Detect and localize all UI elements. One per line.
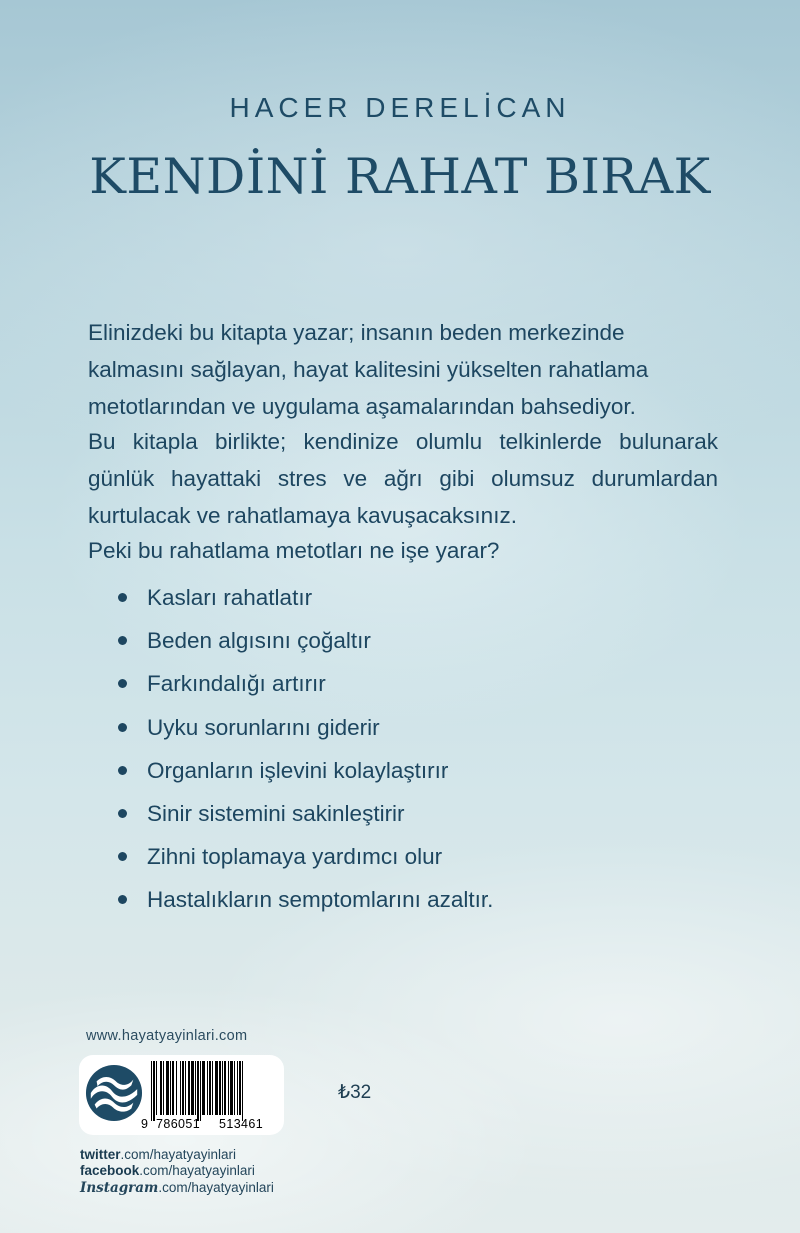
- barcode-bar: [188, 1061, 190, 1115]
- barcode-bar: [215, 1061, 218, 1115]
- question-line: Peki bu rahatlama metotları ne işe yarar?: [88, 538, 500, 563]
- barcode-bar: [219, 1061, 221, 1115]
- barcode-bar: [151, 1061, 152, 1121]
- social-path: .com/hayatyayinlari: [120, 1147, 237, 1162]
- social-instagram[interactable]: [80, 1180, 274, 1196]
- barcode-bar: [156, 1061, 157, 1115]
- list-item: [118, 878, 493, 921]
- barcode-bar: [242, 1061, 243, 1121]
- list-item: [118, 835, 493, 878]
- social-path: .com/hayatyayinlari: [139, 1163, 255, 1178]
- barcode-bar: [224, 1061, 226, 1115]
- bullet-icon: [118, 852, 127, 861]
- description-paragraph-2: Bu kitapla birlikte; kendinize olumlu telkinlerde bulunarak günlük hayattaki stres ve ağrı gibi olumsuz durumlardan kurtulacak ve rahatlamaya kavuşacaksınız.: [88, 429, 718, 528]
- list-item-text: Sinir sistemini sakinleştirir: [147, 800, 405, 826]
- barcode-bar: [160, 1061, 162, 1115]
- list-item-text: Beden algısını çoğaltır: [147, 628, 371, 654]
- barcode-bar: [228, 1061, 229, 1115]
- isbn-group-1: 786051: [156, 1117, 201, 1131]
- facebook-wordmark: facebook: [80, 1163, 140, 1178]
- social-path: .com/hayatyayinlari: [158, 1180, 274, 1195]
- barcode-bar: [207, 1061, 208, 1115]
- instagram-wordmark: Instagram: [80, 1180, 159, 1196]
- list-item-text: Kasları rahatlatır: [147, 585, 313, 610]
- barcode-bar: [230, 1061, 233, 1115]
- publisher-website[interactable]: www.hayatyayinlari.com: [86, 1028, 248, 1044]
- barcode-bar: [222, 1061, 223, 1115]
- barcode-bar: [239, 1061, 241, 1115]
- bullet-icon: [118, 809, 127, 818]
- list-item-text: Hastalıkların semptomlarını azaltır.: [147, 887, 494, 913]
- list-item-text: Organların işlevini kolaylaştırır: [147, 757, 449, 783]
- price: ₺32: [338, 1082, 372, 1103]
- isbn-barcode: [149, 1061, 279, 1121]
- barcode-bar: [234, 1061, 235, 1115]
- list-item-text: Farkındalığı artırır: [147, 671, 326, 697]
- description-paragraph-1: Elinizdeki bu kitapta yazar; insanın beden merkezinde kalmasını sağlayan, hayat kalitesini yükselten rahatlama metotlarından ve uygulama aşamalarından bahsediyor.: [88, 320, 649, 419]
- barcode-bar: [197, 1061, 199, 1121]
- barcode-bar: [195, 1061, 196, 1115]
- isbn-first-digit: 9: [141, 1117, 149, 1131]
- isbn-group-2: 513461: [219, 1117, 264, 1131]
- barcode-bar: [200, 1061, 201, 1121]
- bullet-icon: [118, 766, 127, 775]
- book-title: KENDİNİ RAHAT BIRAK: [89, 148, 711, 205]
- bullet-icon: [118, 723, 127, 732]
- barcode-bar: [166, 1061, 169, 1115]
- publisher-logo-icon: [85, 1064, 143, 1122]
- barcode-bar: [212, 1061, 213, 1115]
- barcode-bar: [176, 1061, 177, 1115]
- barcode-bar: [202, 1061, 205, 1115]
- barcode-bar: [237, 1061, 238, 1115]
- barcode-bar: [172, 1061, 174, 1115]
- list-item-text: Uyku sorunlarını giderir: [147, 714, 380, 740]
- list-item: [118, 706, 493, 749]
- list-item: [118, 792, 493, 835]
- bullet-icon: [118, 636, 127, 645]
- barcode-bar: [170, 1061, 171, 1115]
- barcode-panel: [79, 1055, 284, 1135]
- list-item-text: Zihni toplamaya yardımcı olur: [147, 844, 443, 870]
- bullet-icon: [118, 593, 127, 602]
- barcode-bar: [191, 1061, 194, 1115]
- bullet-icon: [118, 679, 127, 688]
- barcode-bar: [182, 1061, 184, 1115]
- benefits-list: [118, 576, 493, 922]
- social-facebook[interactable]: [80, 1163, 255, 1178]
- list-item: [118, 576, 493, 619]
- list-item: [118, 619, 493, 662]
- barcode-bar: [185, 1061, 186, 1115]
- bullet-icon: [118, 895, 127, 904]
- barcode-bar: [209, 1061, 211, 1115]
- author-name: HACER DERELİCAN: [229, 92, 571, 123]
- barcode-bar: [180, 1061, 181, 1115]
- twitter-wordmark: twitter: [80, 1147, 121, 1162]
- list-item: [118, 749, 493, 792]
- barcode-bar: [153, 1061, 155, 1121]
- social-twitter[interactable]: [80, 1147, 236, 1162]
- barcode-bar: [163, 1061, 164, 1115]
- list-item: [118, 662, 493, 705]
